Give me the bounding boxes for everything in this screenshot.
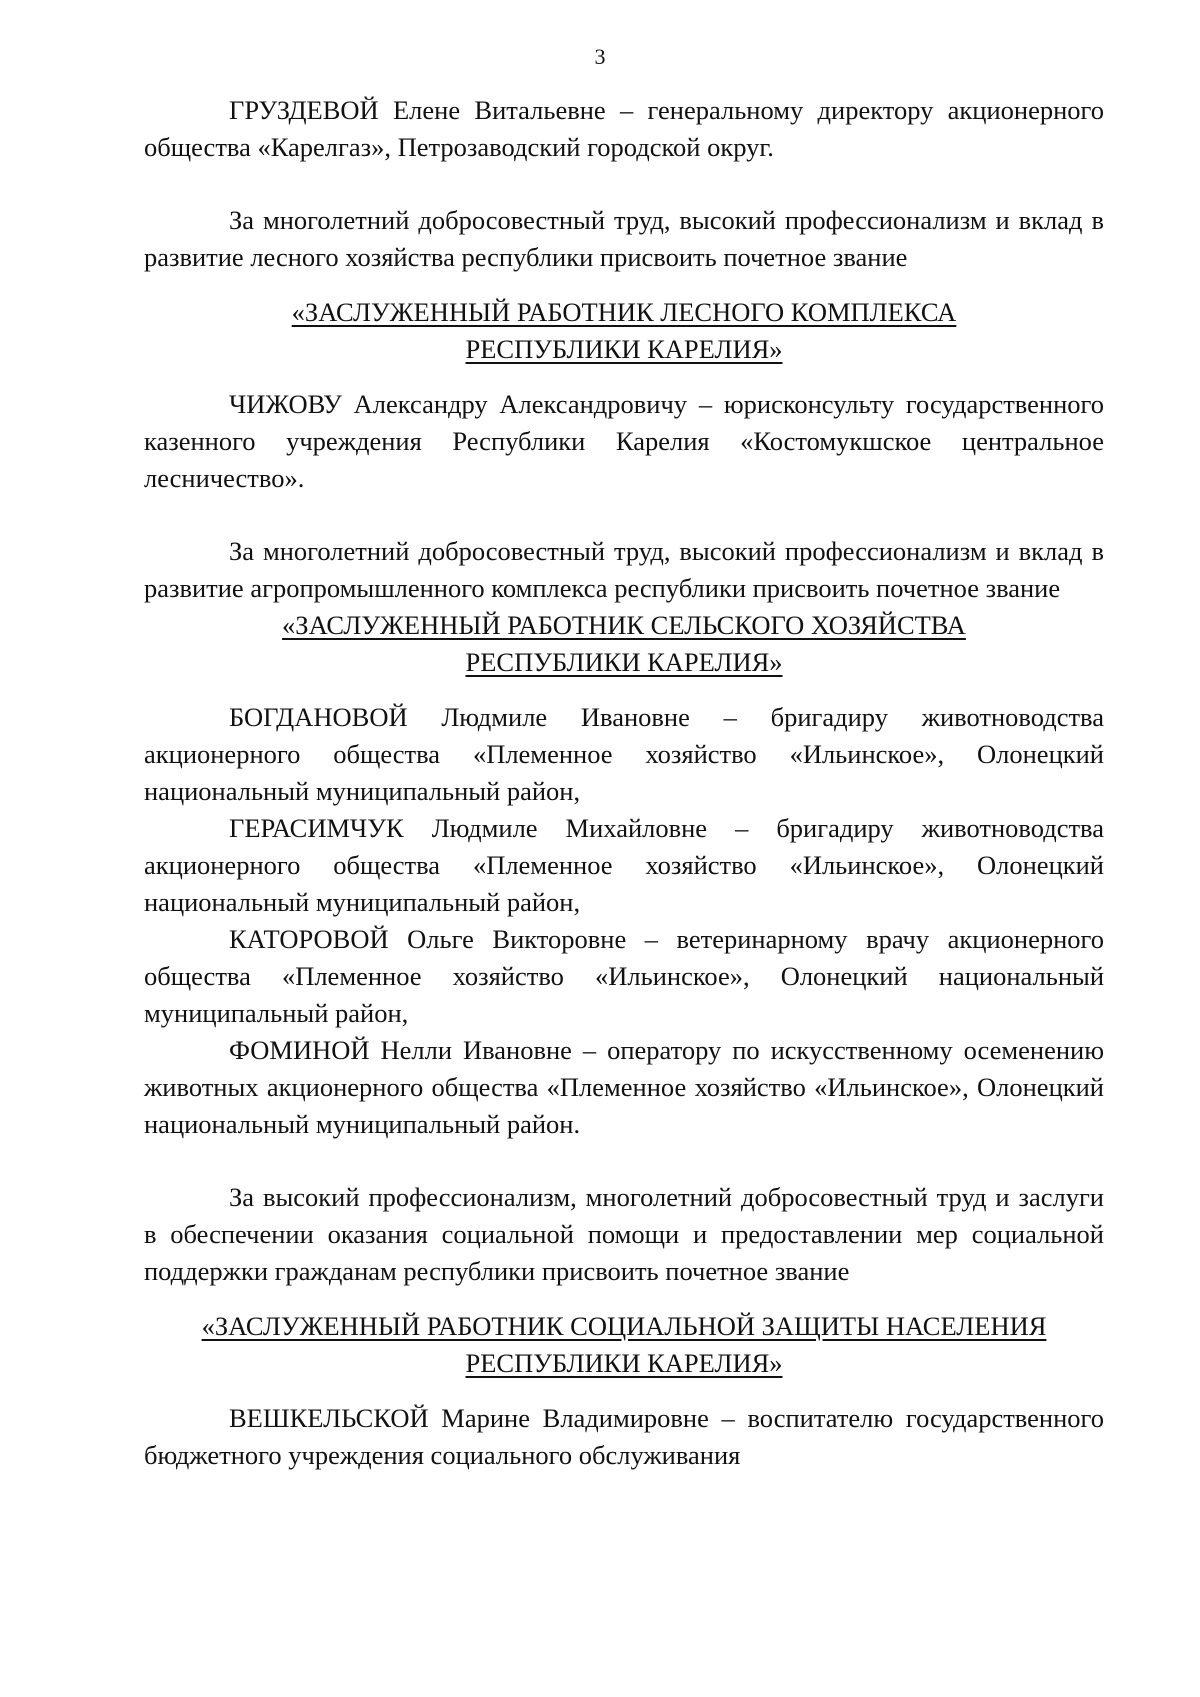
award-title-line: «ЗАСЛУЖЕННЫЙ РАБОТНИК ЛЕСНОГО КОМПЛЕКСА: [291, 297, 957, 327]
recipient-paragraph-katorova: КАТОРОВОЙ Ольге Викторовне – ветеринарному врачу акционерного общества «Племенное хозяйство «Ильинское», Олонецкий национальный муниципальный район,: [144, 924, 1104, 1028]
recipient-paragraph-gerasimchuk: ГЕРАСИМЧУК Людмиле Михайловне – бригадиру животноводства акционерного общества «Племенное хозяйство «Ильинское», Олонецкий национальный муниципальный район,: [144, 813, 1104, 917]
award-title-social: [144, 1308, 1104, 1382]
award-title-forest: [144, 294, 1104, 368]
document-body: [144, 92, 1104, 1474]
award-title-line: РЕСПУБЛИКИ КАРЕЛИЯ»: [465, 1348, 783, 1378]
award-title-line: «ЗАСЛУЖЕННЫЙ РАБОТНИК СОЦИАЛЬНОЙ ЗАЩИТЫ НАСЕЛЕНИЯ: [201, 1311, 1047, 1341]
recipient-paragraph-chizhov: ЧИЖОВУ Александру Александровичу – юрисконсульту государственного казенного учреждения Республики Карелия «Костомукшское центральное лесничество».: [144, 389, 1104, 493]
recipient-paragraph-veshkelskaya: ВЕШКЕЛЬСКОЙ Марине Владимировне – воспитателю государственного бюджетного учреждения социального обслуживания: [144, 1403, 1104, 1470]
award-title-line: РЕСПУБЛИКИ КАРЕЛИЯ»: [465, 334, 783, 364]
recipient-paragraph-bogdanova: БОГДАНОВОЙ Людмиле Ивановне – бригадиру животноводства акционерного общества «Племенное хозяйство «Ильинское», Олонецкий национальный муниципальный район,: [144, 702, 1104, 806]
page-number: 3: [594, 44, 606, 69]
award-intro-forest: За многолетний добросовестный труд, высокий профессионализм и вклад в развитие лесного хозяйства республики присвоить почетное звание: [144, 205, 1104, 272]
award-title-agro: [144, 607, 1104, 681]
award-title-line: «ЗАСЛУЖЕННЫЙ РАБОТНИК СЕЛЬСКОГО ХОЗЯЙСТВА: [282, 610, 966, 640]
recipient-paragraph-fomina: ФОМИНОЙ Нелли Ивановне – оператору по искусственному осеменению животных акционерного общества «Племенное хозяйство «Ильинское», Олонецкий национальный муниципальный район.: [144, 1035, 1104, 1139]
award-intro-social: За высокий профессионализм, многолетний добросовестный труд и заслуги в обеспечении оказания социальной помощи и предоставлении мер социальной поддержки гражданам республики присвоить почетное звание: [144, 1182, 1104, 1286]
award-title-line: РЕСПУБЛИКИ КАРЕЛИЯ»: [465, 647, 783, 677]
recipient-paragraph-gruzdeva: ГРУЗДЕВОЙ Елене Витальевне – генеральному директору акционерного общества «Карелгаз», Петрозаводский городской округ.: [144, 95, 1104, 162]
award-intro-agro: За многолетний добросовестный труд, высокий профессионализм и вклад в развитие агропромышленного комплекса республики присвоить почетное звание: [144, 536, 1104, 603]
